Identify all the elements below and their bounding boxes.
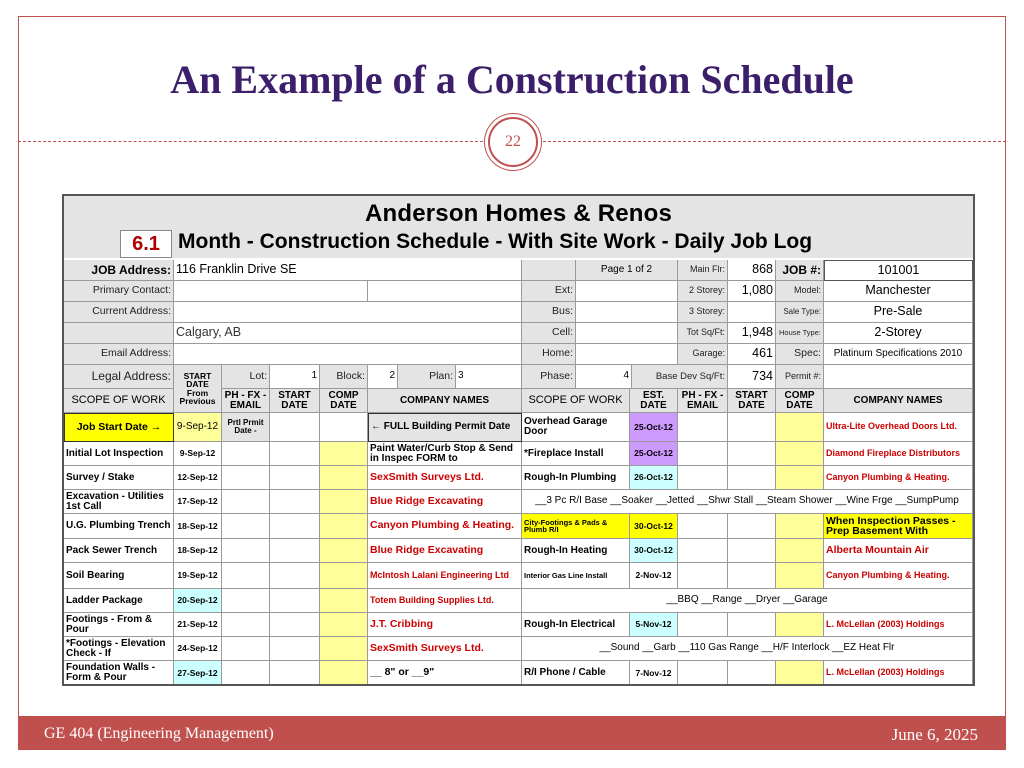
comp-cell-left[interactable] <box>320 637 368 661</box>
full-permit-date: ← FULL Building Permit Date <box>368 413 522 442</box>
col-est-date: EST. DATE <box>630 389 678 413</box>
lot-label: Lot: <box>222 365 270 389</box>
footer-date: June 6, 2025 <box>891 725 978 744</box>
col-start-date: START DATE <box>270 389 320 413</box>
task-date-left[interactable]: 9-Sep-12 <box>174 442 222 466</box>
storey3-label: 3 Storey: <box>678 302 728 323</box>
est-date-right[interactable]: 25-Oct-12 <box>630 442 678 466</box>
start-cell-right[interactable] <box>728 466 776 490</box>
comp-cell-left[interactable] <box>320 563 368 589</box>
storey2-label: 2 Storey: <box>678 281 728 302</box>
scope-task-left: Ladder Package <box>64 589 174 613</box>
comp-cell-right[interactable] <box>776 413 824 442</box>
company-name-left: McIntosh Lalani Engineering Ltd <box>368 563 522 589</box>
ph-fx-cell-right[interactable] <box>678 466 728 490</box>
ph-fx-cell-left[interactable] <box>222 563 270 589</box>
ph-fx-cell-left[interactable] <box>222 637 270 661</box>
est-date-right[interactable]: 2-Nov-12 <box>630 563 678 589</box>
col-comp-date-right: COMP DATE <box>776 389 824 413</box>
comp-cell-left[interactable] <box>320 442 368 466</box>
company-name-left: __ 8" or __9" <box>368 661 522 686</box>
house-type-label: House Type: <box>776 323 824 344</box>
job-start-date[interactable]: 9-Sep-12 <box>174 413 222 442</box>
scope-task-left: *Footings - Elevation Check - If <box>64 637 174 661</box>
comp-cell-left[interactable] <box>320 539 368 563</box>
task-date-left[interactable]: 18-Sep-12 <box>174 539 222 563</box>
options-line[interactable]: __Sound __Garb __110 Gas Range __H/F Interlock __EZ Heat Flr <box>522 637 973 661</box>
start-cell-left[interactable] <box>270 442 320 466</box>
ph-fx-cell-left[interactable] <box>222 539 270 563</box>
model-value[interactable]: Manchester <box>824 281 973 302</box>
main-flr-label: Main Flr: <box>678 260 728 281</box>
scope-task-right: R/I Phone / Cable <box>522 661 630 686</box>
house-type-value[interactable]: 2-Storey <box>824 323 973 344</box>
company-name-right: Canyon Plumbing & Heating. <box>824 466 973 490</box>
scope-task-right: City-Footings & Pads & Plumb R/I <box>522 514 630 539</box>
task-date-left[interactable]: 19-Sep-12 <box>174 563 222 589</box>
scope-task-left: Survey / Stake <box>64 466 174 490</box>
job-start-label: Job Start Date → <box>64 413 174 442</box>
base-dev-value[interactable]: 734 <box>728 365 776 389</box>
garage-value[interactable]: 461 <box>728 344 776 365</box>
footer-course: GE 404 (Engineering Management) <box>44 725 274 742</box>
scope-task-right: *Fireplace Install <box>522 442 630 466</box>
bus-value[interactable] <box>576 302 678 323</box>
permit-label: Permit #: <box>776 365 824 389</box>
comp-cell-right[interactable] <box>776 514 824 539</box>
comp-cell-left[interactable] <box>320 661 368 686</box>
permit-value[interactable] <box>824 365 973 389</box>
task-date-left[interactable]: 24-Sep-12 <box>174 637 222 661</box>
est-date-right[interactable]: 26-Oct-12 <box>630 466 678 490</box>
task-date-left[interactable]: 27-Sep-12 <box>174 661 222 686</box>
start-cell-right[interactable] <box>728 563 776 589</box>
company-name-left: Totem Building Supplies Ltd. <box>368 589 522 613</box>
ph-fx-cell-left[interactable] <box>222 613 270 637</box>
ph-fx-cell-right[interactable] <box>678 661 728 686</box>
start-cell-left[interactable] <box>270 539 320 563</box>
slide-title: An Example of a Construction Schedule <box>170 57 854 102</box>
ph-fx-cell-right[interactable] <box>678 539 728 563</box>
start-cell-left[interactable] <box>270 563 320 589</box>
primary-contact-value[interactable] <box>174 281 368 302</box>
scope-task-left: Foundation Walls - Form & Pour <box>64 661 174 686</box>
scope-task-left: Soil Bearing <box>64 563 174 589</box>
company-name-right: Alberta Mountain Air <box>824 539 973 563</box>
job-start-comp[interactable] <box>320 413 368 442</box>
storey2-value[interactable]: 1,080 <box>728 281 776 302</box>
start-cell-left[interactable] <box>270 661 320 686</box>
start-date-from-previous-header: START DATE From Previous <box>174 365 222 413</box>
col-company-names-right: COMPANY NAMES <box>824 389 973 413</box>
start-cell-right[interactable] <box>728 661 776 686</box>
home-label: Home: <box>522 344 576 365</box>
start-cell-right[interactable] <box>728 539 776 563</box>
ph-fx-cell-right[interactable] <box>678 613 728 637</box>
company-name-right: L. McLellan (2003) Holdings <box>824 661 973 686</box>
est-date-right[interactable]: 7-Nov-12 <box>630 661 678 686</box>
start-cell-left[interactable] <box>270 514 320 539</box>
tot-sqft-label: Tot Sq/Ft: <box>678 323 728 344</box>
plan-value[interactable]: 3 <box>456 365 522 389</box>
sale-type-value[interactable]: Pre-Sale <box>824 302 973 323</box>
ph-fx-cell-right[interactable] <box>678 413 728 442</box>
options-line[interactable]: __3 Pc R/I Base __Soaker __Jetted __Shwr Stall __Steam Shower __Wine Frge __SumpPump <box>522 490 973 514</box>
garage-label: Garage: <box>678 344 728 365</box>
start-cell-right[interactable] <box>728 442 776 466</box>
company-name-right: Canyon Plumbing & Heating. <box>824 563 973 589</box>
col-comp-date: COMP DATE <box>320 389 368 413</box>
col-start-date-right: START DATE <box>728 389 776 413</box>
ph-fx-cell-left[interactable] <box>222 466 270 490</box>
scope-task-right: Rough-In Heating <box>522 539 630 563</box>
storey3-value[interactable] <box>728 302 776 323</box>
section-number: 6.1 <box>120 230 172 258</box>
title-rule-left <box>18 141 488 142</box>
job-start-start[interactable] <box>270 413 320 442</box>
primary-contact-label: Primary Contact: <box>64 281 174 302</box>
ph-fx-cell-right[interactable] <box>678 442 728 466</box>
scope-task-right: Interior Gas Line Install <box>522 563 630 589</box>
task-date-left[interactable]: 18-Sep-12 <box>174 514 222 539</box>
title-rule-right <box>538 141 1006 142</box>
comp-cell-left[interactable] <box>320 613 368 637</box>
company-name-left: SexSmith Surveys Ltd. <box>368 637 522 661</box>
company-name-left: J.T. Cribbing <box>368 613 522 637</box>
comp-cell-left[interactable] <box>320 466 368 490</box>
ph-fx-cell-left[interactable] <box>222 442 270 466</box>
start-cell-left[interactable] <box>270 466 320 490</box>
comp-cell-right[interactable] <box>776 661 824 686</box>
company-name-right: When Inspection Passes - Prep Basement With <box>824 514 973 539</box>
page-number-badge <box>488 117 538 167</box>
partial-permit-date: Prtl Prmit Date - <box>222 413 270 442</box>
lot-value[interactable]: 1 <box>270 365 320 389</box>
phase-value[interactable]: 4 <box>576 365 632 389</box>
ext-value[interactable] <box>576 281 678 302</box>
comp-cell-right[interactable] <box>776 563 824 589</box>
blank-mid-label <box>522 260 576 281</box>
scope-task-right: Rough-In Electrical <box>522 613 630 637</box>
scope-task-right: Overhead Garage Door <box>522 413 630 442</box>
comp-cell-left[interactable] <box>320 589 368 613</box>
sheet-header <box>64 196 973 258</box>
ph-fx-cell-right[interactable] <box>678 563 728 589</box>
main-flr-value[interactable]: 868 <box>728 260 776 281</box>
spec-value[interactable]: Platinum Specifications 2010 <box>824 344 973 365</box>
col-scope-of-work-right: SCOPE OF WORK <box>522 389 630 413</box>
scope-task-left: U.G. Plumbing Trench <box>64 514 174 539</box>
scope-task-left: Excavation - Utilities 1st Call <box>64 490 174 514</box>
bus-label: Bus: <box>522 302 576 323</box>
task-date-left[interactable]: 12-Sep-12 <box>174 466 222 490</box>
company-name-left: Paint Water/Curb Stop & Send in Inspec FORM to <box>368 442 522 466</box>
construction-schedule-sheet <box>62 194 975 686</box>
est-date-right[interactable]: 30-Oct-12 <box>630 539 678 563</box>
start-cell-right[interactable] <box>728 413 776 442</box>
start-cell-right[interactable] <box>728 514 776 539</box>
ext-label: Ext: <box>522 281 576 302</box>
home-value[interactable] <box>576 344 678 365</box>
cell-label: Cell: <box>522 323 576 344</box>
legal-address-label: Legal Address: <box>64 365 174 389</box>
scope-task-left: Pack Sewer Trench <box>64 539 174 563</box>
ph-fx-cell-left[interactable] <box>222 514 270 539</box>
schedule-subtitle: Month - Construction Schedule - With Site Work - Daily Job Log <box>178 230 813 253</box>
comp-cell-right[interactable] <box>776 539 824 563</box>
tot-sqft-value[interactable]: 1,948 <box>728 323 776 344</box>
block-value[interactable]: 2 <box>368 365 398 389</box>
task-date-left[interactable]: 17-Sep-12 <box>174 490 222 514</box>
job-number-value[interactable]: 101001 <box>824 260 973 281</box>
col-ph-fx-email-right: PH - FX - EMAIL <box>678 389 728 413</box>
start-cell-left[interactable] <box>270 589 320 613</box>
ph-fx-cell-left[interactable] <box>222 589 270 613</box>
start-cell-left[interactable] <box>270 490 320 514</box>
company-name-right: L. McLellan (2003) Holdings <box>824 613 973 637</box>
start-cell-left[interactable] <box>270 637 320 661</box>
comp-cell-right[interactable] <box>776 466 824 490</box>
start-cell-left[interactable] <box>270 613 320 637</box>
scope-task-left: Initial Lot Inspection <box>64 442 174 466</box>
scope-task-right: Rough-In Plumbing <box>522 466 630 490</box>
company-name-right: Diamond Fireplace Distributors <box>824 442 973 466</box>
page-indicator: Page 1 of 2 <box>576 260 678 281</box>
est-date-right[interactable]: 25-Oct-12 <box>630 413 678 442</box>
est-date-right[interactable]: 5-Nov-12 <box>630 613 678 637</box>
company-name-left: Canyon Plumbing & Heating. <box>368 514 522 539</box>
scope-task-left: Footings - From & Pour <box>64 613 174 637</box>
sale-type-label: Sale Type: <box>776 302 824 323</box>
ph-fx-cell-left[interactable] <box>222 490 270 514</box>
company-name-right: Ultra-Lite Overhead Doors Ltd. <box>824 413 973 442</box>
block-label: Block: <box>320 365 368 389</box>
task-date-left[interactable]: 21-Sep-12 <box>174 613 222 637</box>
blank-label <box>64 323 174 344</box>
col-ph-fx-email: PH - FX - EMAIL <box>222 389 270 413</box>
primary-contact-value-2[interactable] <box>368 281 522 302</box>
est-date-right[interactable]: 30-Oct-12 <box>630 514 678 539</box>
options-line[interactable]: __BBQ __Range __Dryer __Garage <box>522 589 973 613</box>
comp-cell-left[interactable] <box>320 490 368 514</box>
model-label: Model: <box>776 281 824 302</box>
company-title: Anderson Homes & Renos <box>364 200 673 227</box>
job-address-label: JOB Address: <box>64 260 174 281</box>
ph-fx-cell-right[interactable] <box>678 514 728 539</box>
phase-label: Phase: <box>522 365 576 389</box>
page-number: 22 <box>505 133 521 150</box>
plan-label: Plan: <box>398 365 456 389</box>
current-address-value[interactable] <box>174 302 522 323</box>
col-company-names: COMPANY NAMES <box>368 389 522 413</box>
comp-cell-right[interactable] <box>776 442 824 466</box>
city-value[interactable]: Calgary, AB <box>174 323 522 344</box>
spec-label: Spec: <box>776 344 824 365</box>
email-label: Email Address: <box>64 344 174 365</box>
job-number-label: JOB #: <box>776 260 824 281</box>
col-scope-of-work: SCOPE OF WORK <box>64 389 174 413</box>
task-date-left[interactable]: 20-Sep-12 <box>174 589 222 613</box>
company-name-left: Blue Ridge Excavating <box>368 539 522 563</box>
cell-value[interactable] <box>576 323 678 344</box>
current-address-label: Current Address: <box>64 302 174 323</box>
company-name-left: Blue Ridge Excavating <box>368 490 522 514</box>
ph-fx-cell-left[interactable] <box>222 661 270 686</box>
base-dev-label: Base Dev Sq/Ft: <box>632 365 728 389</box>
job-address-value[interactable]: 116 Franklin Drive SE <box>174 260 522 281</box>
comp-cell-right[interactable] <box>776 613 824 637</box>
company-name-left: SexSmith Surveys Ltd. <box>368 466 522 490</box>
start-cell-right[interactable] <box>728 613 776 637</box>
comp-cell-left[interactable] <box>320 514 368 539</box>
email-value[interactable] <box>174 344 522 365</box>
